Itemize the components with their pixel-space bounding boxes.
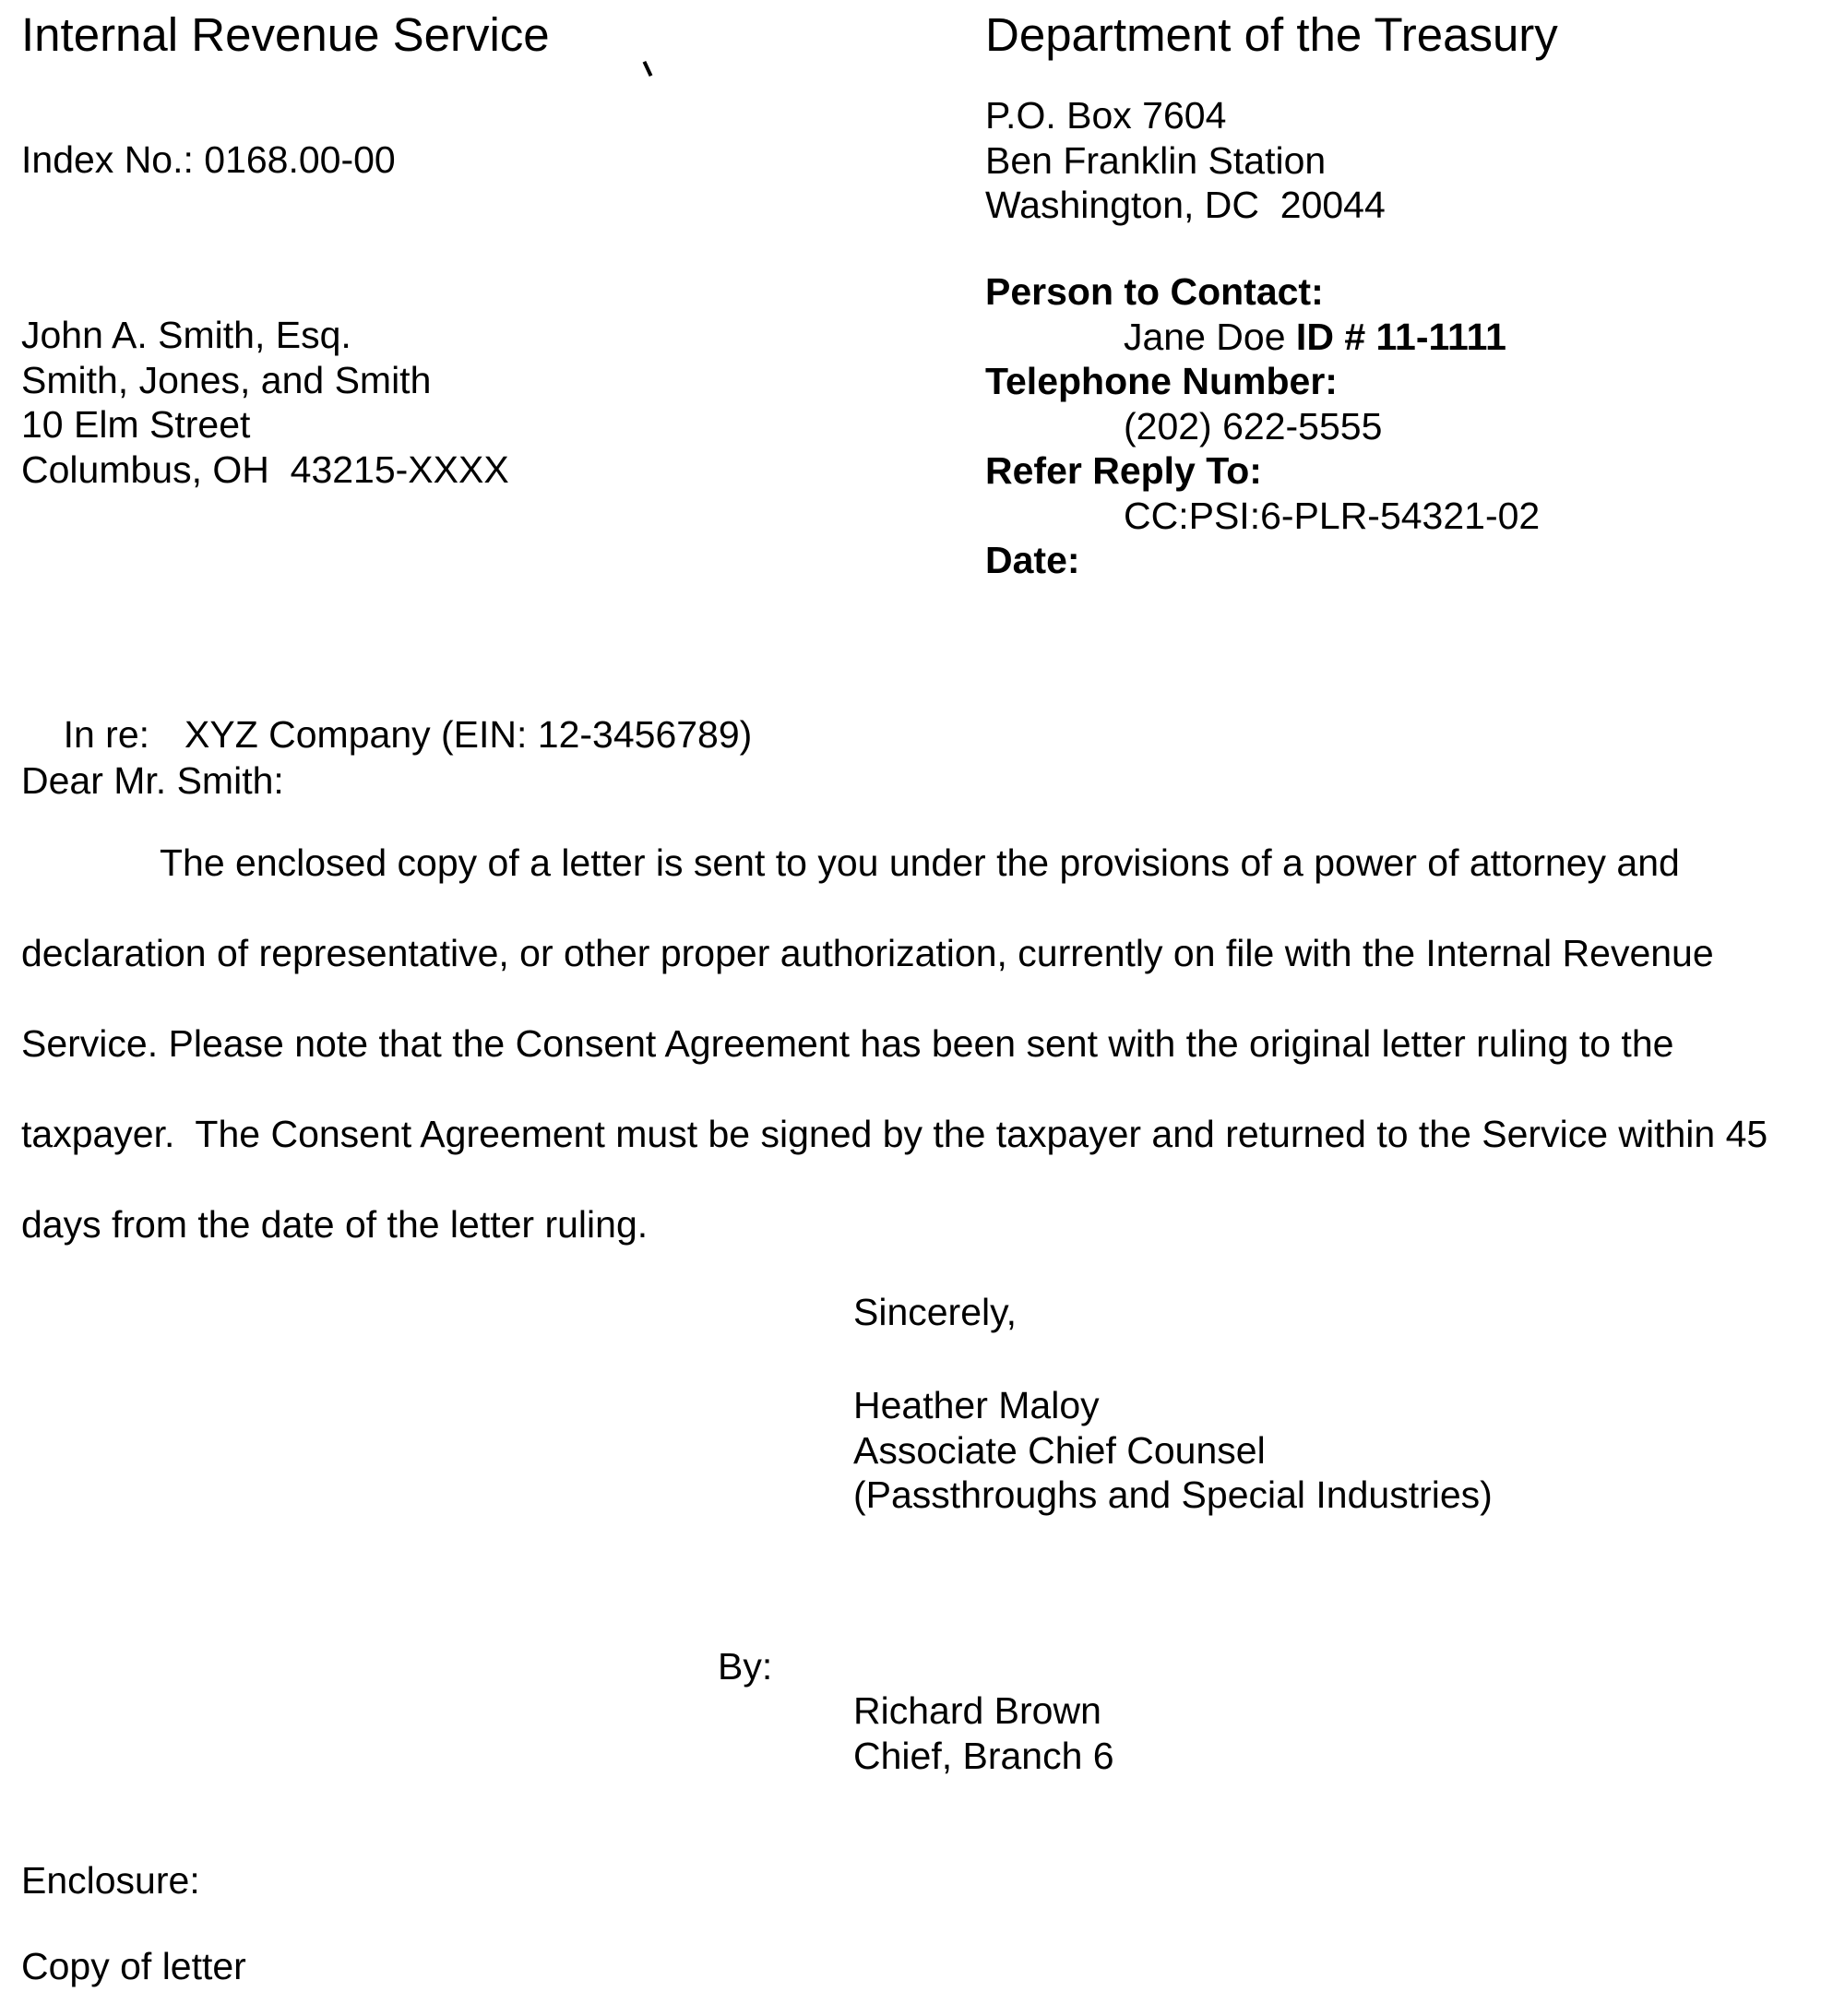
scan-artifact-mark [643, 61, 653, 77]
recipient-line: 10 Elm Street [21, 403, 251, 446]
recipient-address [21, 313, 509, 492]
telephone-value: (202) 622-5555 [1124, 404, 1383, 447]
body-line: declaration of representative, or other proper authorization, currently on file with the Internal Revenue [21, 932, 1714, 974]
recipient-line: Smith, Jones, and Smith [21, 358, 432, 401]
body-line: The enclosed copy of a letter is sent to you under the provisions of a power of attorney and [160, 841, 1680, 884]
enclosure-item: Copy of letter [21, 1945, 246, 1987]
agency-title: Internal Revenue Service [21, 8, 550, 61]
by-signature-block [853, 1688, 1114, 1778]
telephone-label: Telephone Number: [985, 360, 1338, 402]
subject-label: In re: [63, 712, 150, 756]
date-label: Date: [985, 539, 1080, 581]
address-line: Washington, DC 20044 [985, 184, 1386, 226]
address-line: P.O. Box 7604 [985, 94, 1227, 137]
salutation: Dear Mr. Smith: [21, 759, 284, 802]
body-line: Service. Please note that the Consent Agreement has been sent with the original letter ruling to the [21, 1022, 1674, 1065]
by-name: Richard Brown [853, 1689, 1101, 1732]
enclosure-label: Enclosure: [21, 1859, 200, 1902]
contact-name: Jane Doe [1124, 315, 1286, 358]
by-label: By: [718, 1645, 773, 1688]
signer-title: Associate Chief Counsel [853, 1428, 1266, 1472]
recipient-line: Columbus, OH 43215-XXXX [21, 447, 509, 491]
treasury-address [985, 93, 1386, 228]
valediction: Sincerely, [853, 1291, 1017, 1333]
department-title: Department of the Treasury [985, 8, 1558, 61]
contact-block [985, 269, 1540, 583]
signer-name: Heather Maloy [853, 1384, 1100, 1426]
body-line: days from the date of the letter ruling. [21, 1203, 649, 1246]
subject-value: XYZ Company (EIN: 12-3456789) [184, 712, 753, 756]
recipient-line: John A. Smith, Esq. [21, 314, 351, 356]
address-line: Ben Franklin Station [985, 138, 1327, 182]
signature-block [853, 1383, 1493, 1518]
index-number: Index No.: 0168.00-00 [21, 138, 396, 181]
refer-reply-label: Refer Reply To: [985, 449, 1262, 492]
person-to-contact-label: Person to Contact: [985, 270, 1324, 313]
refer-reply-value: CC:PSI:6-PLR-54321-02 [1124, 494, 1541, 537]
body-paragraph [21, 817, 1768, 1270]
contact-id: ID # 11-1111 [1295, 315, 1506, 358]
body-line: taxpayer. The Consent Agreement must be signed by the taxpayer and returned to the Service within 45 [21, 1113, 1768, 1155]
person-to-contact-value [985, 315, 1540, 360]
by-title: Chief, Branch 6 [853, 1734, 1114, 1777]
signer-division: (Passthroughs and Special Industries) [853, 1473, 1493, 1516]
